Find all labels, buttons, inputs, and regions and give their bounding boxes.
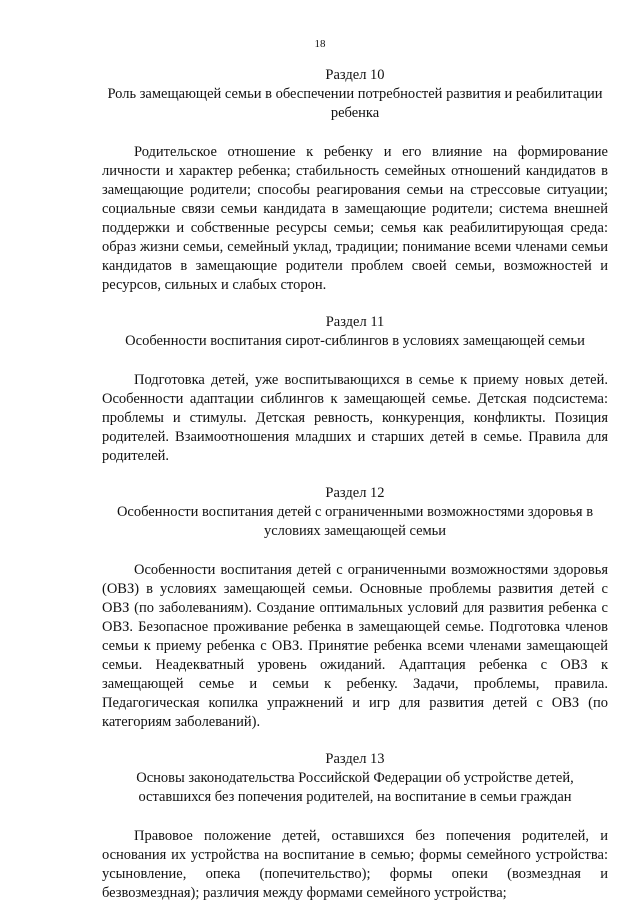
section-label: Раздел 13 [325,751,385,767]
section-title: Основы законодательства Российской Федерации об устройстве детей, оставшихся без попечения родителей, на воспитание в семьи граждан [136,770,574,805]
section-label: Раздел 12 [325,485,385,501]
section-11 [102,313,608,466]
page-number: 18 [314,38,326,50]
page-content [102,66,608,903]
section-label: Раздел 11 [325,314,385,330]
section-text: Родительское отношение к ребенку и его влияние на формирование личности и характер ребенка; стабильность семейных отношений кандидатов в замещающие родители; способы реагирования семьи на стрессовые ситуации; социальные связи семьи кандидата в замещающие родители; система внешней поддержки и собственные ресурсы семьи; семья как реабилитирующая среда: образ жизни семьи, семейный уклад, традиции; понимание всеми членами семьи кандидатов в замещающие родители проблем своей семьи, возможностей и ресурсов, сильных и слабых сторон. [102,144,608,293]
section-title: Особенности воспитания детей с ограниченными возможностями здоровья в условиях замещающей семьи [116,504,594,539]
section-title: Особенности воспитания сирот-сиблингов в условиях замещающей семьи [125,333,585,349]
section-12 [102,484,608,732]
section-title: Роль замещающей семьи в обеспечении потребностей развития и реабилитации ребенка [107,86,603,121]
section-text: Правовое положение детей, оставшихся без попечения родителей, и основания их устройства на воспитание в семью; формы семейного устройства: усыновление, опека (попечительство); формы опеки (возмездная и безвозмездная); различия между формами семейного устройства; [102,828,608,901]
section-text: Подготовка детей, уже воспитывающихся в семье к приему новых детей. Особенности адаптации сиблингов к замещающей семье. Детская подсистема: проблемы и стимулы. Детская ревность, конкуренция, конфликты. Позиция родителей. Взаимоотношения младших и старших детей в семье. Правила для родителей. [102,372,608,464]
section-13 [102,750,608,903]
section-text: Особенности воспитания детей с ограниченными возможностями здоровья (ОВЗ) в условиях замещающей семьи. Основные проблемы развития детей с ОВЗ (по заболеваниям). Создание оптимальных условий для развития ребенка с ОВЗ. Безопасное проживание ребенка в замещающей семье. Подготовка членов семьи к приему ребенка с ОВЗ. Принятие ребенка всеми членами замещающей семьи. Неадекватный уровень ожиданий. Адаптация ребенка с ОВЗ к замещающей семье и семьи к ребенку. Задачи, проблемы, правила. Педагогическая копилка упражнений и игр для развития детей с ОВЗ (по категориям заболеваний). [102,562,608,730]
section-label: Раздел 10 [325,67,385,83]
section-10 [102,66,608,295]
